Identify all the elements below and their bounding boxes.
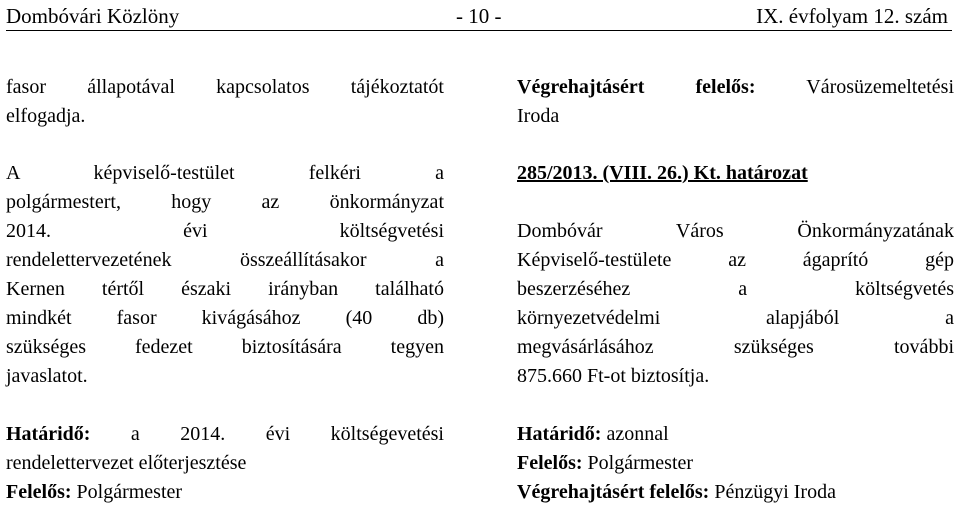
- text-line: 875.660 Ft-ot biztosítja.: [517, 365, 710, 387]
- exec-line: [517, 478, 954, 507]
- exec-value: Pénzügyi Iroda: [709, 481, 836, 503]
- left-deadline-block: [6, 420, 444, 507]
- exec-line: [517, 73, 954, 102]
- text-line: mindkét fasor kivágásához (40 db): [6, 307, 444, 329]
- deadline-line: [517, 420, 954, 449]
- text-line: polgármestert, hogy az önkormányzat: [6, 191, 444, 213]
- responsible-line: [517, 449, 954, 478]
- text-line: környezetvédelmi alapjából a: [517, 307, 954, 329]
- responsible-value: Polgármester: [582, 452, 694, 474]
- page-header: [6, 4, 952, 31]
- right-exec-block: [517, 73, 954, 131]
- text-line: 2014. évi költségvetési: [6, 220, 444, 242]
- responsible-label: Felelős:: [517, 452, 583, 474]
- left-paragraph-1: [6, 73, 444, 131]
- right-paragraph-1: [517, 217, 954, 391]
- deadline-line: [6, 420, 444, 449]
- text-line: beszerzéséhez a költségvetés: [517, 278, 954, 300]
- text-line: Képviselő-testülete az ágaprító gép: [517, 249, 954, 271]
- exec-value: Városüzemeltetési: [755, 76, 954, 98]
- responsible-value: Polgármester: [71, 481, 183, 503]
- publication-title: Dombóvári Közlöny: [6, 4, 180, 28]
- text-line: Kernen tértől északi irányban található: [6, 278, 444, 300]
- exec-label: Végrehajtásért felelős:: [517, 481, 710, 503]
- left-paragraph-2: [6, 159, 444, 391]
- deadline-label: Határidő:: [517, 423, 602, 445]
- text-line: rendelettervezetének összeállításakor a: [6, 249, 444, 271]
- page-number: - 10 -: [456, 4, 502, 28]
- exec-label: Végrehajtásért felelős:: [517, 76, 756, 98]
- text-line: megvásárlásához szükséges további: [517, 336, 954, 358]
- resolution-title: [517, 159, 954, 188]
- right-deadline-block: [517, 420, 954, 507]
- responsible-label: Felelős:: [6, 481, 72, 503]
- deadline-label: Határidő:: [6, 423, 91, 445]
- resolution-number: 285/2013. (VIII. 26.) Kt. határozat: [517, 162, 808, 184]
- text-line: A képviselő-testület felkéri a: [6, 162, 444, 184]
- exec-value-cont: Iroda: [517, 105, 560, 127]
- text-line: fasor állapotával kapcsolatos tájékoztatót: [6, 76, 444, 98]
- deadline-value: azonnal: [601, 423, 669, 445]
- text-line: szükséges fedezet biztosítására tegyen: [6, 336, 444, 358]
- volume-issue: IX. évfolyam 12. szám: [756, 4, 948, 28]
- text-line: javaslatot.: [6, 365, 88, 387]
- responsible-line: [6, 478, 444, 507]
- text-line: Dombóvár Város Önkormányzatának: [517, 220, 954, 242]
- deadline-value-cont: rendelettervezet előterjesztése: [6, 452, 247, 474]
- deadline-value: a 2014. évi költségevetési: [90, 423, 444, 445]
- text-line: elfogadja.: [6, 105, 86, 127]
